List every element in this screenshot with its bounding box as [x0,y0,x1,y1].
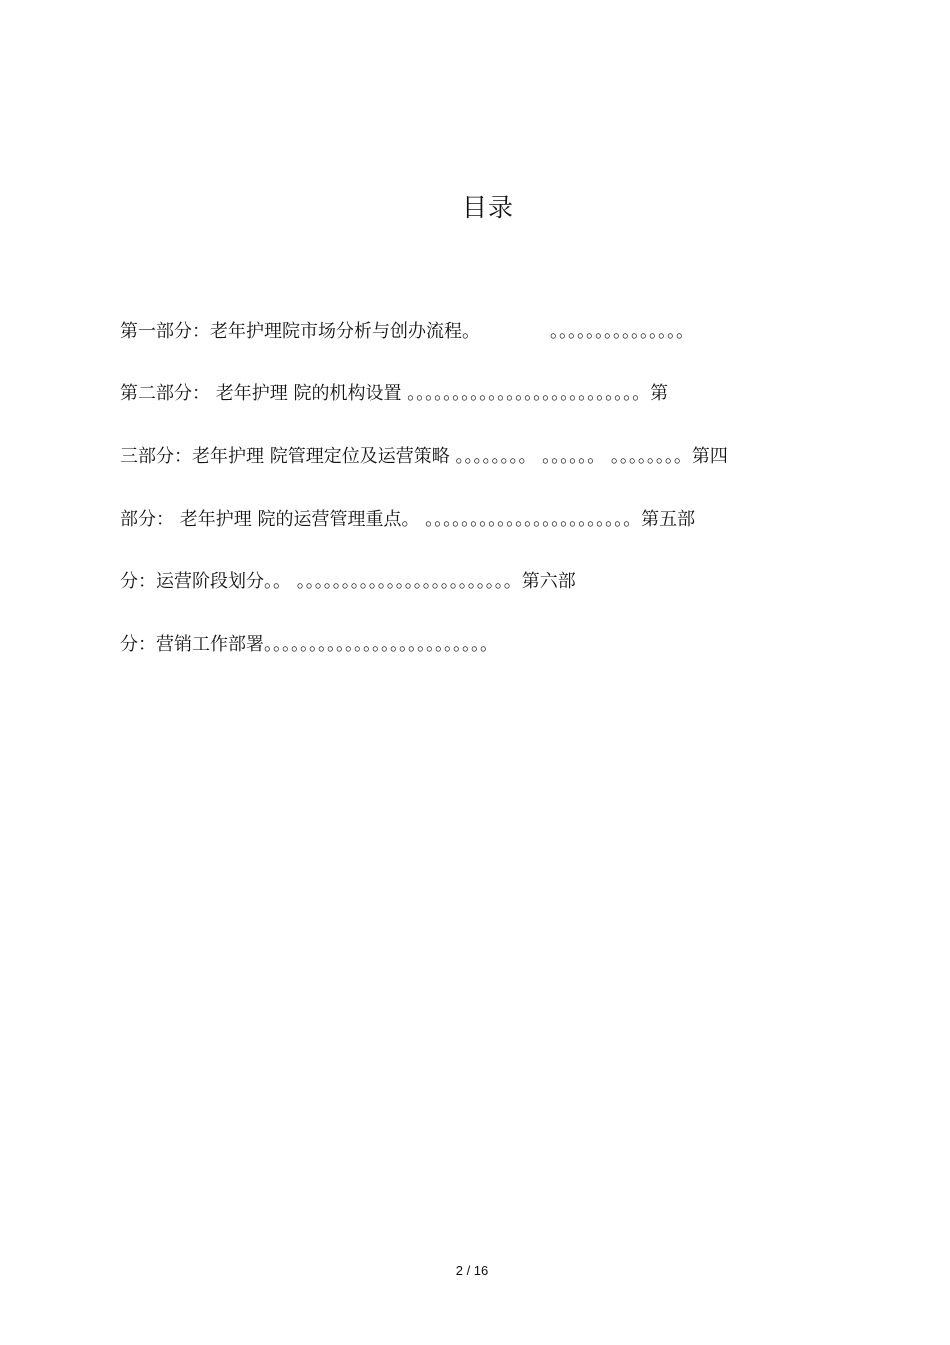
toc-line-2-dots: 。。。。。。。。。。。。。。。。。。。。。。。。。。第 [407,383,669,404]
toc-line-3 [120,445,728,469]
page-number: 2 / 16 [455,1263,489,1278]
toc-line-6 [120,633,498,657]
document-title: 目录 [461,193,514,222]
toc-line-6-dots: 。。。。。。。。。。。。。。。。。。。。。。。。 [273,634,498,655]
toc-line-5 [120,570,576,594]
toc-line-1-dots: 。。。。。。。。。。。。。。。 [550,321,694,342]
toc-line-3-dots: 。。。。。。。。 。。。。。。 。。。。。。。。第四 [455,446,728,467]
toc-line-4 [120,508,695,532]
toc-line-3-text: 三部分：老年护理 院管理定位及运营策略 [120,446,456,467]
toc-line-6-text: 分：营销工作部署。 [120,634,273,655]
toc-line-5-dots: 。。。。。。。。。。。。。。。。。。。。。。。。第六部 [296,571,576,592]
toc-line-1-text: 第一部分：老年护理院市场分析与创办流程。 [120,321,480,342]
toc-line-2 [120,382,668,406]
toc-line-4-text: 部分： 老年护理 院的运营管理重点。 [120,509,426,530]
toc-line-1 [120,320,694,344]
toc-line-4-dots: 。。。。。。。。。。。。。。。。。。。。。。。第五部 [425,509,696,530]
toc-line-5-text: 分：运营阶段划分。。 [120,571,297,592]
toc-line-2-text: 第二部分： 老年护理 院的机构设置 [120,383,408,404]
